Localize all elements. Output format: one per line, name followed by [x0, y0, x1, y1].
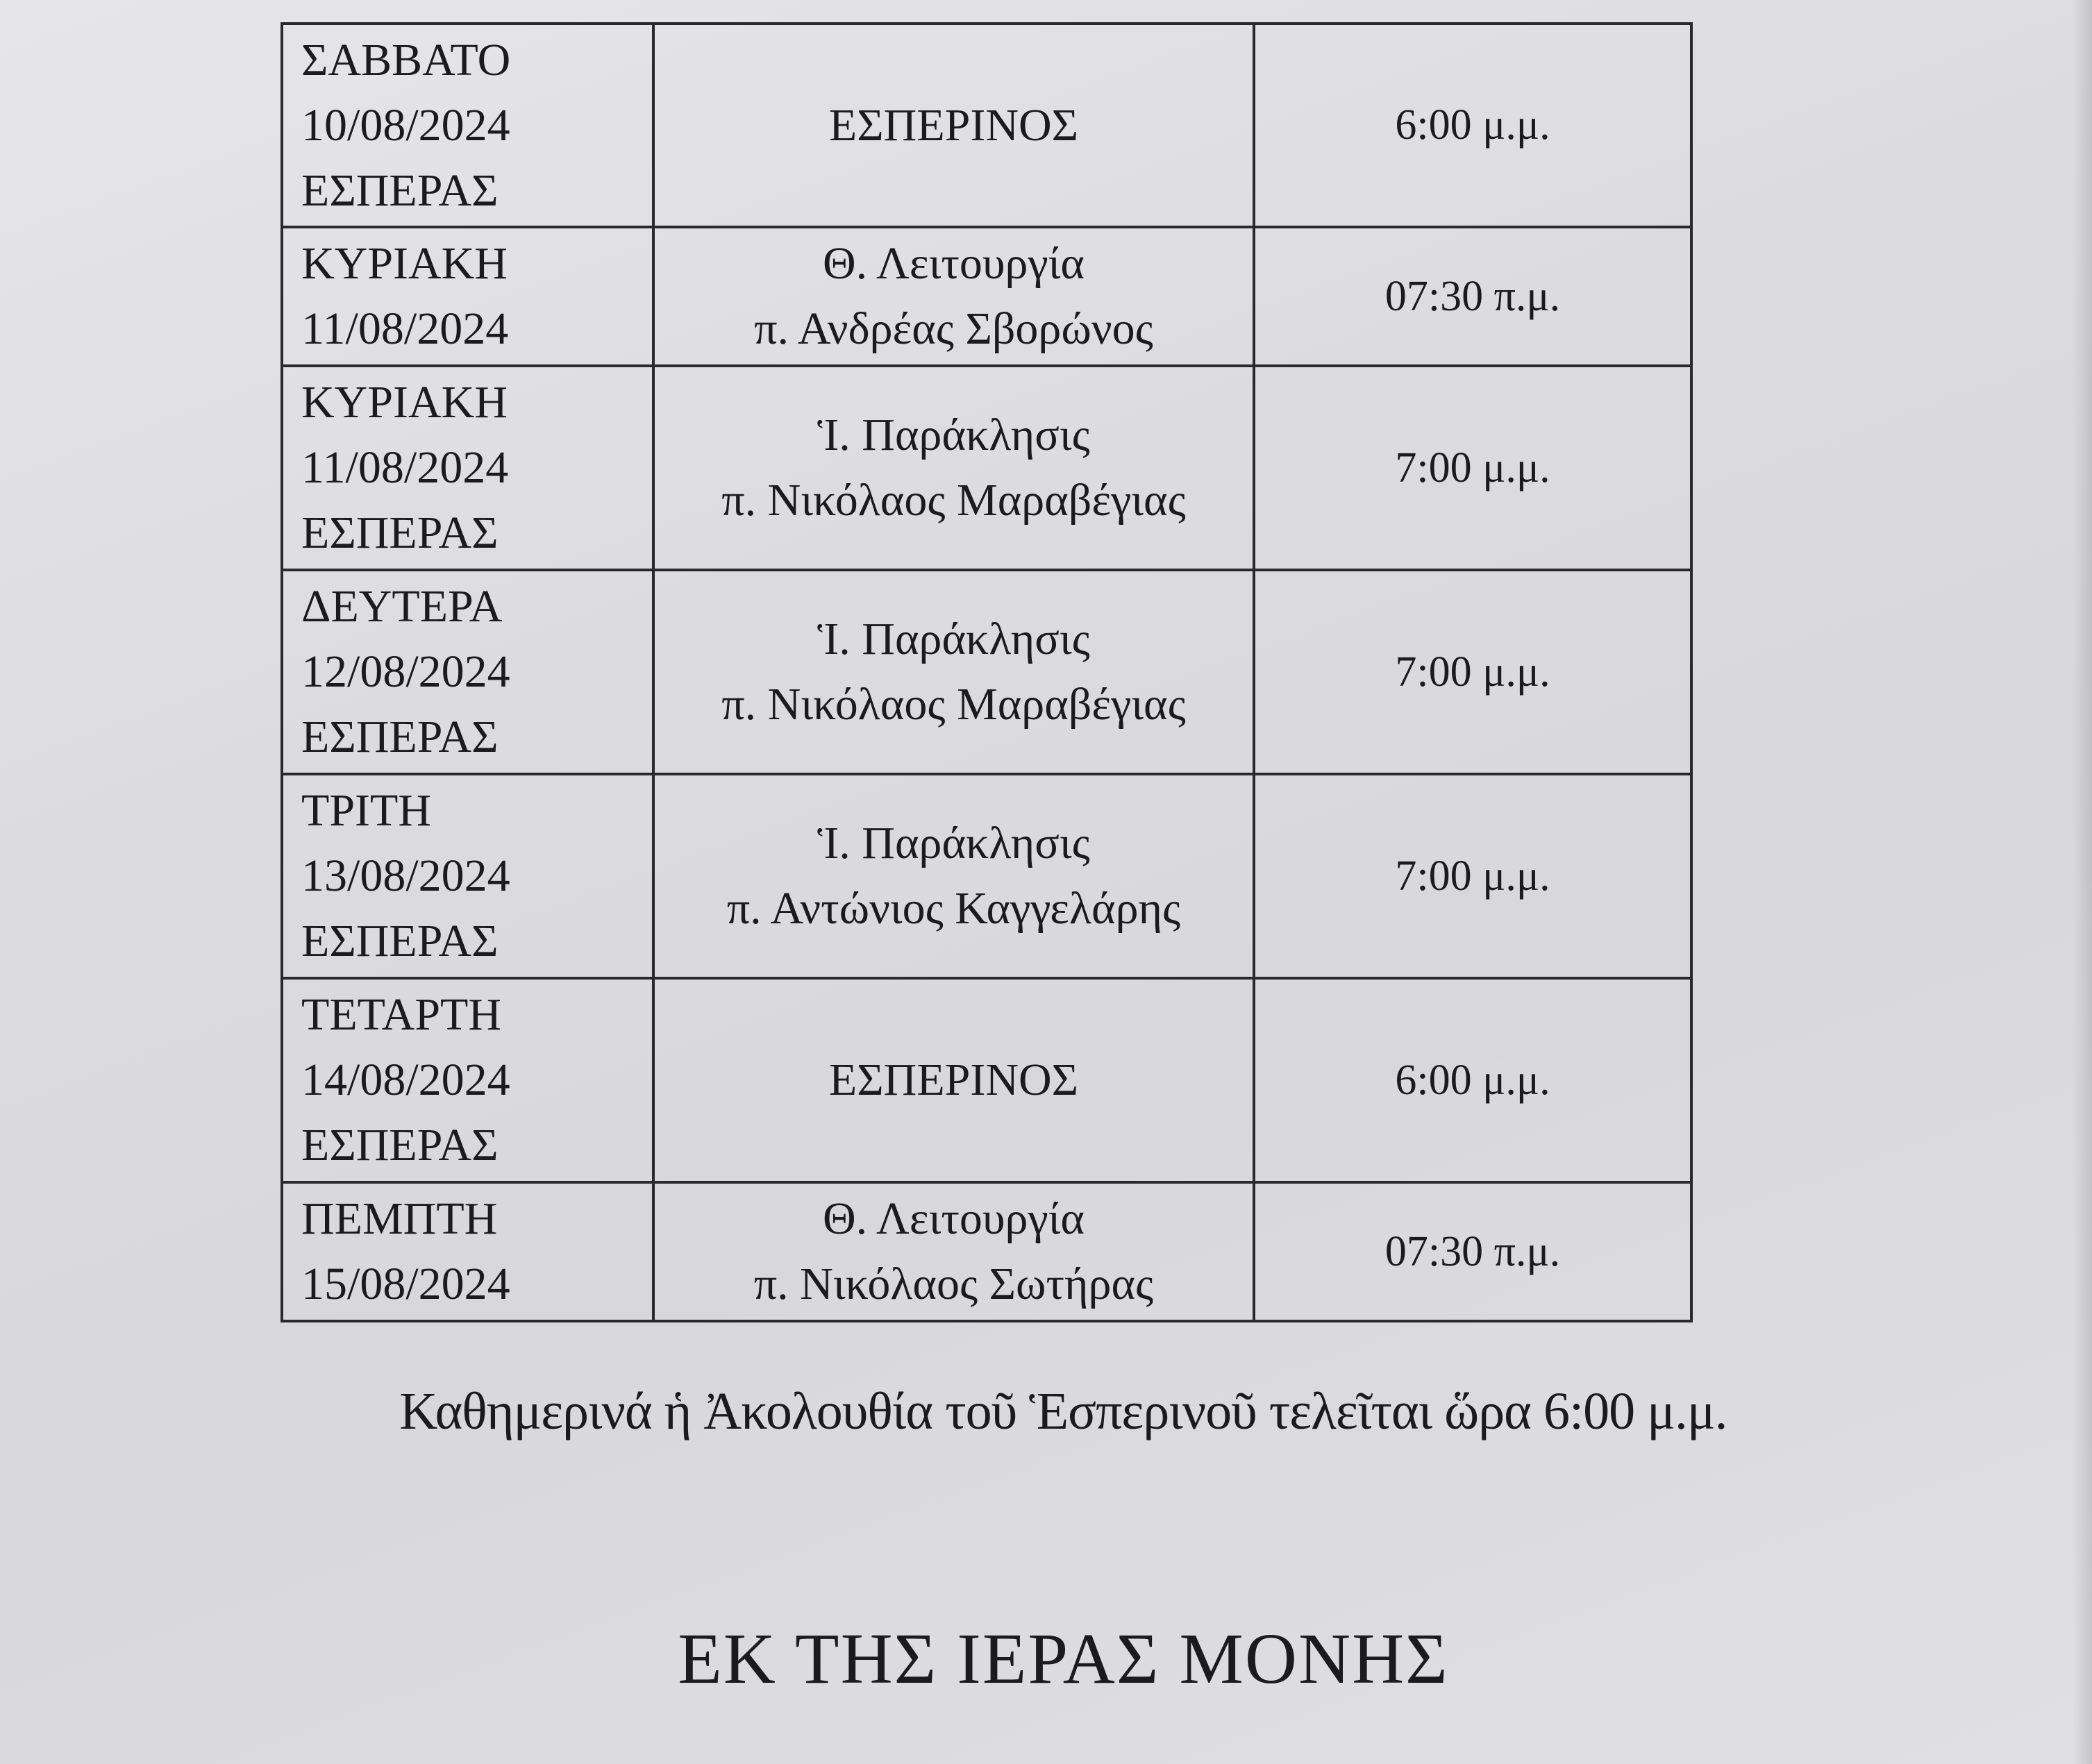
- priest-name: π. Ανδρέας Σβορώνος: [754, 303, 1153, 354]
- priest-name: π. Αντώνιος Καγγελάρης: [726, 883, 1181, 934]
- daily-vespers-note: Καθημερινά ἡ Ἀκολουθία τοῦ Ἑσπερινοῦ τελεῖται ὥρα 6:00 μ.μ.: [399, 1382, 1727, 1440]
- priest-name: π. Νικόλαος Μαραβέγιας: [721, 475, 1186, 526]
- time-cell: 07:30 π.μ.: [1254, 227, 1691, 366]
- day-date: 15/08/2024: [301, 1259, 510, 1309]
- service-cell: [653, 227, 1254, 366]
- day-part: ΕΣΠΕΡΑΣ: [301, 507, 499, 558]
- day-cell: [282, 1182, 653, 1321]
- day-name: ΣΑΒΒΑΤΟ: [301, 34, 511, 85]
- service-name: Θ. Λειτουργία: [823, 1193, 1085, 1244]
- day-cell: [282, 24, 653, 227]
- service-name: Ἱ. Παράκλησις: [817, 614, 1090, 664]
- day-cell: [282, 570, 653, 774]
- table-row: [282, 1182, 1691, 1321]
- service-cell: [653, 978, 1254, 1182]
- day-part: ΕΣΠΕΡΑΣ: [301, 712, 499, 762]
- day-date: 10/08/2024: [301, 99, 510, 151]
- day-name: ΚΥΡΙΑΚΗ: [301, 377, 508, 428]
- day-name: ΤΡΙΤΗ: [301, 785, 431, 836]
- day-part: ΕΣΠΕΡΑΣ: [301, 1120, 499, 1170]
- table-row: [282, 24, 1691, 227]
- service-name: ΕΣΠΕΡΙΝΟΣ: [828, 1055, 1079, 1105]
- day-date: 12/08/2024: [301, 646, 510, 697]
- day-cell: [282, 366, 653, 570]
- service-cell: [653, 1182, 1254, 1321]
- table-row: [282, 774, 1691, 978]
- day-cell: [282, 774, 653, 978]
- priest-name: π. Νικόλαος Μαραβέγιας: [721, 679, 1186, 730]
- time-cell: 7:00 μ.μ.: [1254, 366, 1691, 570]
- priest-name: π. Νικόλαος Σωτήρας: [753, 1259, 1154, 1309]
- day-cell: [282, 227, 653, 366]
- day-date: 11/08/2024: [301, 442, 509, 493]
- day-name: ΔΕΥΤΕΡΑ: [301, 581, 503, 632]
- service-name: Ἱ. Παράκλησις: [817, 410, 1090, 460]
- time-cell: 6:00 μ.μ.: [1254, 24, 1691, 227]
- table-row: [282, 978, 1691, 1182]
- service-name: Ἱ. Παράκλησις: [817, 818, 1090, 868]
- table-row: [282, 227, 1691, 366]
- day-name: ΚΥΡΙΑΚΗ: [301, 238, 508, 289]
- table-row: [282, 366, 1691, 570]
- paper-edge-shadow: [2073, 0, 2092, 1764]
- day-date: 14/08/2024: [301, 1055, 510, 1105]
- day-name: ΤΕΤΑΡΤΗ: [301, 989, 502, 1040]
- day-date: 11/08/2024: [301, 303, 509, 354]
- time-cell: 7:00 μ.μ.: [1254, 570, 1691, 774]
- service-name: Θ. Λειτουργία: [823, 238, 1085, 289]
- time-cell: 07:30 π.μ.: [1254, 1182, 1691, 1321]
- monastery-signature: ΕΚ ΤΗΣ ΙΕΡΑΣ ΜΟΝΗΣ: [678, 1619, 1449, 1699]
- service-cell: [653, 774, 1254, 978]
- day-cell: [282, 978, 653, 1182]
- day-name: ΠΕΜΠΤΗ: [301, 1193, 498, 1244]
- table-row: [282, 570, 1691, 774]
- time-cell: 6:00 μ.μ.: [1254, 978, 1691, 1182]
- day-part: ΕΣΠΕΡΑΣ: [301, 165, 499, 216]
- service-cell: [653, 366, 1254, 570]
- service-cell: [653, 570, 1254, 774]
- day-date: 13/08/2024: [301, 850, 510, 901]
- service-schedule-table: [281, 22, 1693, 1322]
- service-cell: [653, 24, 1254, 227]
- day-part: ΕΣΠΕΡΑΣ: [301, 916, 499, 966]
- time-cell: 7:00 μ.μ.: [1254, 774, 1691, 978]
- service-name: ΕΣΠΕΡΙΝΟΣ: [828, 99, 1079, 151]
